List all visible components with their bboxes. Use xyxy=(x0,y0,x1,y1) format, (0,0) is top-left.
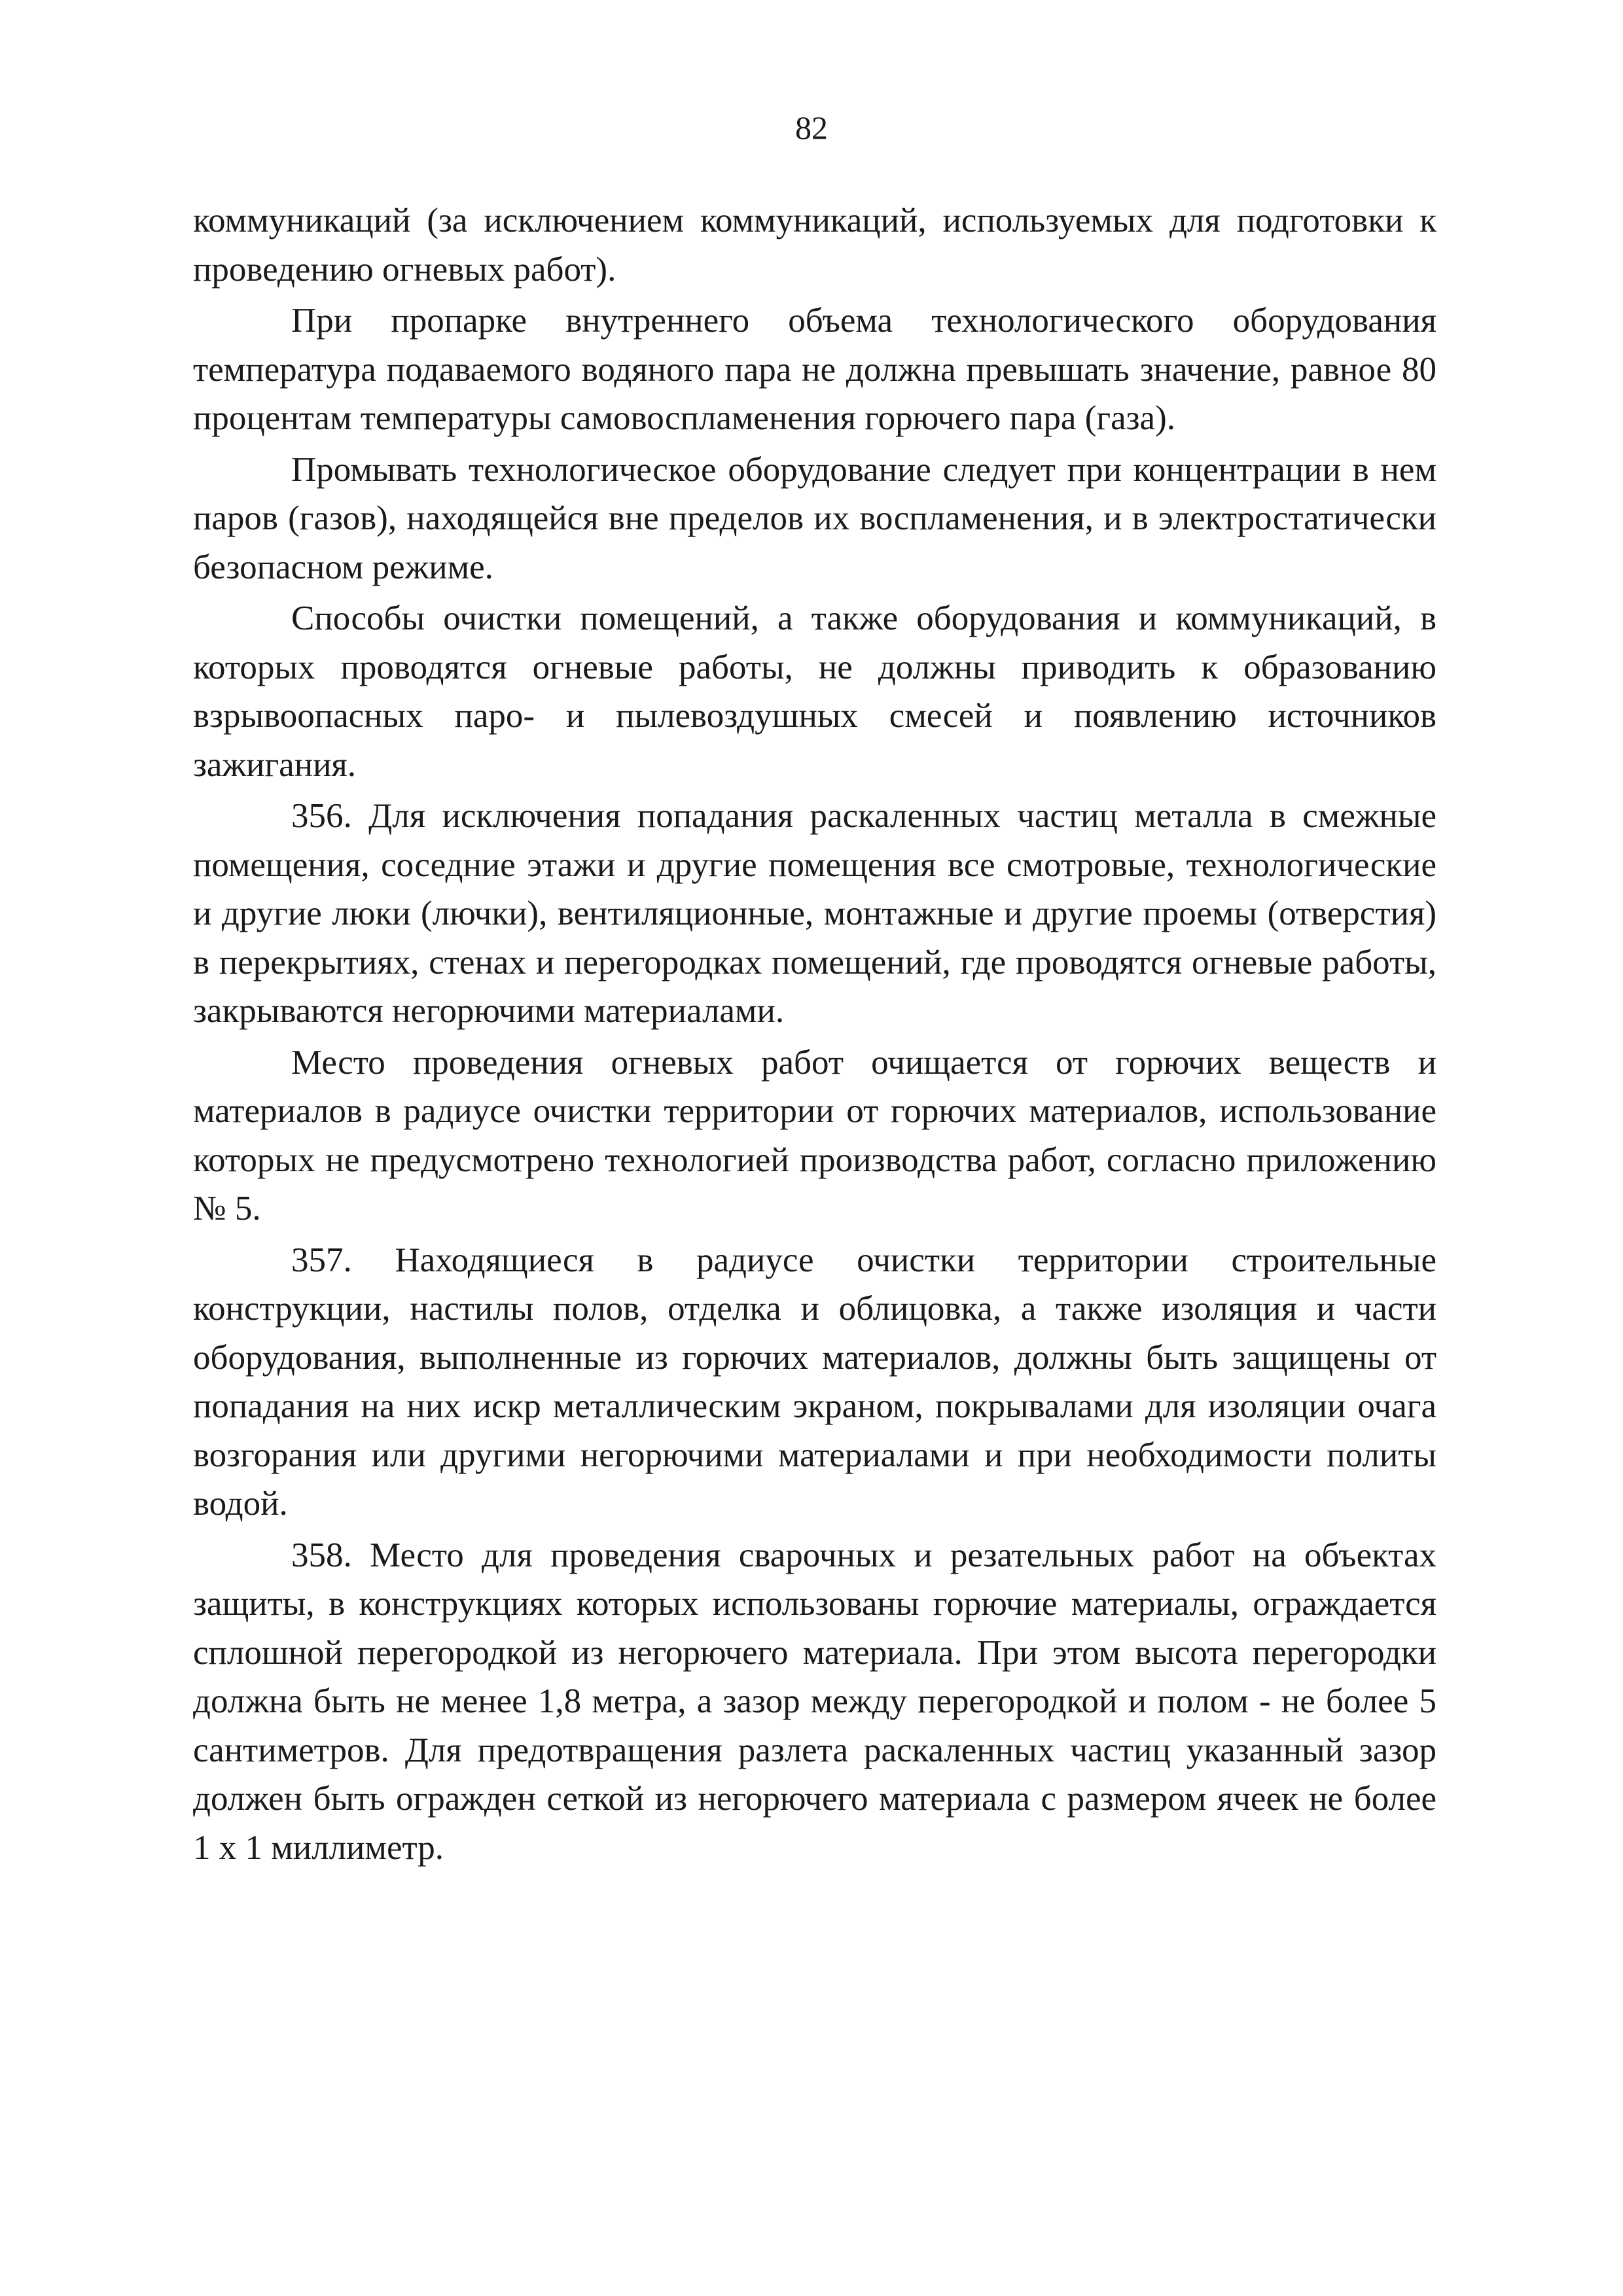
paragraph-358: 358. Место для проведения сварочных и резательных работ на объектах защиты, в конструкциях которых использованы горючие материалы, ограждается сплошной перегородкой из негорючего материала. При этом высота перегородки должна быть не менее 1,8 метра, а зазор между перегородкой и полом - не более 5 сантиметров. Для предотвращения разлета раскаленных частиц указанный зазор должен быть огражден сеткой из негорючего материала с размером ячеек не более 1 х 1 миллиметр. xyxy=(193,1536,1436,1867)
paragraph-356: 356. Для исключения попадания раскаленных частиц металла в смежные помещения, соседние этажи и другие помещения все смотровые, технологические и другие люки (лючки), вентиляционные, монтажные и другие проемы (отверстия) в перекрытиях, стенах и перегородках помещений, где проводятся огневые работы, закрываются негорючими материалами. xyxy=(193,797,1436,1030)
paragraph-cleaning-methods: Способы очистки помещений, а также оборудования и коммуникаций, в которых проводятся огневые работы, не должны приводить к образованию взрывоопасных паро- и пылевоздушных смесей и появлению источников зажигания. xyxy=(193,599,1436,784)
page-number: 82 xyxy=(795,109,828,146)
paragraph-work-site-cleaning: Место проведения огневых работ очищается от горючих веществ и материалов в радиусе очистки территории от горючих материалов, использование которых не предусмотрено технологией производства работ, согласно приложению № 5. xyxy=(193,1043,1436,1227)
document-body xyxy=(193,196,1436,1875)
paragraph-equipment-washing: Промывать технологическое оборудование следует при концентрации в нем паров (газов), находящейся вне пределов их воспламенения, и в электростатически безопасном режиме. xyxy=(193,450,1436,586)
paragraph-steam-treatment: При пропарке внутреннего объема технологического оборудования температура подаваемого водяного пара не должна превышать значение, равное 80 процентам температуры самовоспламенения горючего пара (газа). xyxy=(193,302,1436,437)
paragraph-continuation: коммуникаций (за исключением коммуникаций, используемых для подготовки к проведению огневых работ). xyxy=(193,202,1436,289)
paragraph-357: 357. Находящиеся в радиусе очистки территории строительные конструкции, настилы полов, отделка и облицовка, а также изоляция и части оборудования, выполненные из горючих материалов, должны быть защищены от попадания на них искр металлическим экраном, покрывалами для изоляции очага возгорания или другими негорючими материалами и при необходимости политы водой. xyxy=(193,1241,1436,1523)
